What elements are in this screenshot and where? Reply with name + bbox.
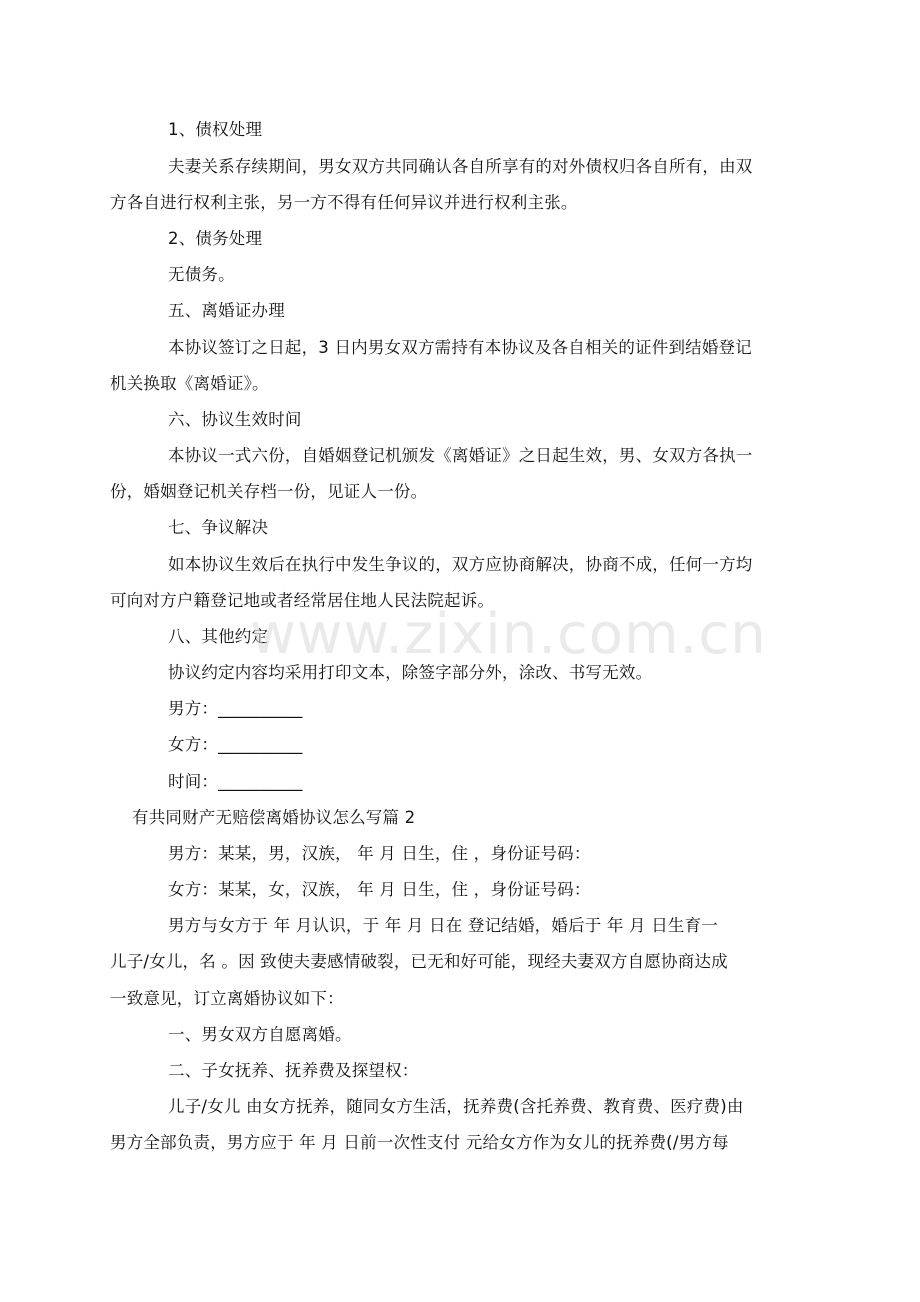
heading-debt: 2、债务处理 [168, 229, 263, 248]
paragraph-line: 夫妻关系存续期间，男女双方共同确认各自所享有的对外债权归各自所有，由双 [168, 157, 753, 176]
signature-line-male: 男方：__________ [168, 699, 303, 718]
paragraph-line: 本协议一式六份，自婚姻登记机颁发《离婚证》之日起生效，男、女双方各执一 [168, 446, 753, 465]
party-male: 男方：某某，男，汉族， 年 月 日生，住 ，身份证号码： [168, 844, 591, 863]
watermark: www.zixin.com.cn [250, 602, 767, 667]
paragraph-line: 男方全部负责，男方应于 年 月 日前一次性支付 元给女方作为女儿的抚养费(/男方每 [110, 1133, 729, 1152]
heading-other: 八、其他约定 [168, 627, 269, 646]
section-title: 有共同财产无赔偿离婚协议怎么写篇 2 [132, 808, 416, 827]
paragraph-line: 一致意见，订立离婚协议如下： [110, 989, 344, 1008]
signature-line-female: 女方：__________ [168, 735, 303, 754]
paragraph-line: 可向对方户籍登记地或者经常居住地人民法院起诉。 [110, 591, 495, 610]
paragraph-line: 本协议签订之日起，3 日内男女双方需持有本协议及各自相关的证件到结婚登记 [168, 338, 752, 357]
heading-creditor-rights: 1、债权处理 [168, 120, 263, 139]
heading-effective-time: 六、协议生效时间 [168, 410, 302, 429]
signature-line-date: 时间：__________ [168, 772, 303, 791]
paragraph-line: 男方与女方于 年 月认识，于 年 月 日在 登记结婚，婚后于 年 月 日生育一 [168, 916, 719, 935]
paragraph-line: 方各自进行权利主张，另一方不得有任何异议并进行权利主张。 [110, 193, 578, 212]
paragraph-line: 无债务。 [168, 265, 235, 284]
clause-two: 二、子女抚养、抚养费及探望权： [168, 1061, 419, 1080]
heading-dispute: 七、争议解决 [168, 518, 269, 537]
paragraph-line: 如本协议生效后在执行中发生争议的，双方应协商解决，协商不成，任何一方均 [168, 555, 753, 574]
paragraph-line: 儿子/女儿 由女方抚养，随同女方生活，抚养费(含托养费、教育费、医疗费)由 [168, 1097, 744, 1116]
paragraph-line: 协议约定内容均采用打印文本，除签字部分外，涂改、书写无效。 [168, 663, 653, 682]
party-female: 女方：某某，女，汉族， 年 月 日生，住 ，身份证号码： [168, 880, 591, 899]
paragraph-line: 份，婚姻登记机关存档一份，见证人一份。 [110, 482, 428, 501]
heading-divorce-certificate: 五、离婚证办理 [168, 301, 285, 320]
clause-one: 一、男女双方自愿离婚。 [168, 1025, 352, 1044]
paragraph-line: 机关换取《离婚证》。 [110, 374, 269, 393]
paragraph-line: 儿子/女儿，名 。因 致使夫妻感情破裂，已无和好可能，现经夫妻双方自愿协商达成 [110, 952, 728, 971]
